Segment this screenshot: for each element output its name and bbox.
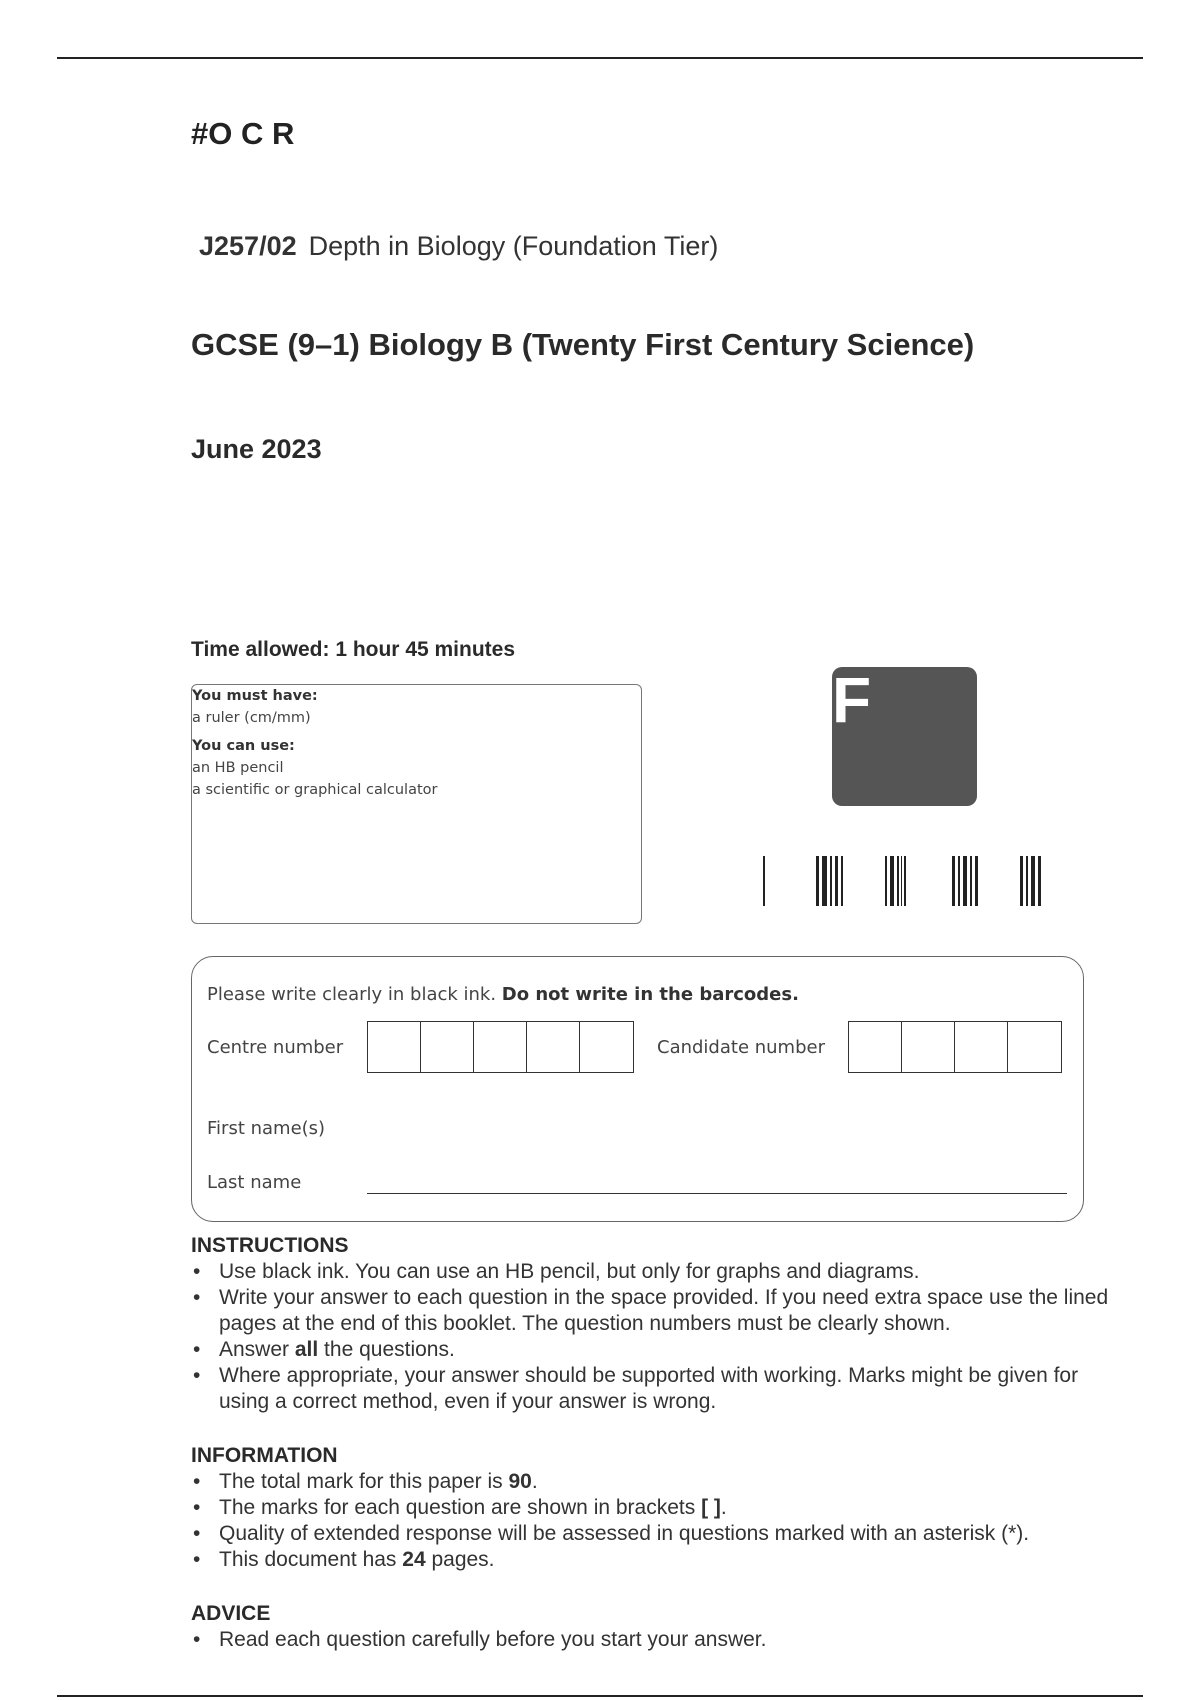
tier-badge <box>832 664 977 806</box>
instructions-heading: INSTRUCTIONS <box>191 1234 349 1257</box>
tier-letter: F <box>832 664 872 736</box>
advice-heading: ADVICE <box>191 1602 271 1625</box>
candidate-number-label: Candidate number <box>657 1037 825 1058</box>
information-heading: INFORMATION <box>191 1444 338 1467</box>
candidate-details-box <box>191 956 1084 1222</box>
information-item: • This document has 24 pages. <box>191 1547 1121 1573</box>
top-rule <box>57 57 1143 59</box>
instructions-section <box>191 1233 1121 1415</box>
first-name-label: First name(s) <box>207 1118 326 1139</box>
advice-item: • Read each question carefully before you start your answer. <box>191 1627 1121 1653</box>
paper-code-line <box>199 231 718 262</box>
must-have-item: a ruler (cm/mm) <box>192 710 311 726</box>
time-allowed: Time allowed: 1 hour 45 minutes <box>191 638 516 661</box>
paper-title: Depth in Biology (Foundation Tier) <box>308 231 719 261</box>
information-item: • The total mark for this paper is 90. <box>191 1469 1121 1495</box>
ocr-logo: #O C R <box>191 116 295 151</box>
information-item: • The marks for each question are shown in brackets [ ]. <box>191 1495 1121 1521</box>
barcode <box>760 852 1060 912</box>
information-item: • Quality of extended response will be assessed in questions marked with an asterisk (*). <box>191 1521 1121 1547</box>
information-section <box>191 1443 1121 1573</box>
instruction-item: • Where appropriate, your answer should be supported with working. Marks might be given for using a correct method, even if your answer is wrong. <box>191 1363 1121 1415</box>
instruction-item: • Use black ink. You can use an HB pencil, but only for graphs and diagrams. <box>191 1259 1121 1285</box>
can-use-item: an HB pencil <box>192 760 284 776</box>
paper-code: J257/02 <box>199 231 297 261</box>
qualification-title: GCSE (9–1) Biology B (Twenty First Century Science) <box>191 327 975 362</box>
exam-session: June 2023 <box>191 434 322 464</box>
advice-section <box>191 1601 1121 1653</box>
last-name-label: Last name <box>207 1172 302 1193</box>
centre-number-label: Centre number <box>207 1037 344 1058</box>
centre-number-field[interactable] <box>367 1021 634 1073</box>
candidate-number-field[interactable] <box>848 1021 1062 1073</box>
ink-instruction: Please write clearly in black ink. Do not write in the barcodes. <box>207 984 799 1005</box>
last-name-field[interactable] <box>367 1193 1067 1194</box>
must-have-heading: You must have: <box>192 688 318 704</box>
can-use-heading: You can use: <box>192 738 295 754</box>
instruction-item: • Write your answer to each question in the space provided. If you need extra space use the lined pages at the end of this booklet. The question numbers must be clearly shown. <box>191 1285 1121 1337</box>
bottom-rule <box>57 1695 1143 1697</box>
instruction-item: • Answer all the questions. <box>191 1337 1121 1363</box>
can-use-item: a scientific or graphical calculator <box>192 782 438 798</box>
equipment-box <box>191 684 642 924</box>
